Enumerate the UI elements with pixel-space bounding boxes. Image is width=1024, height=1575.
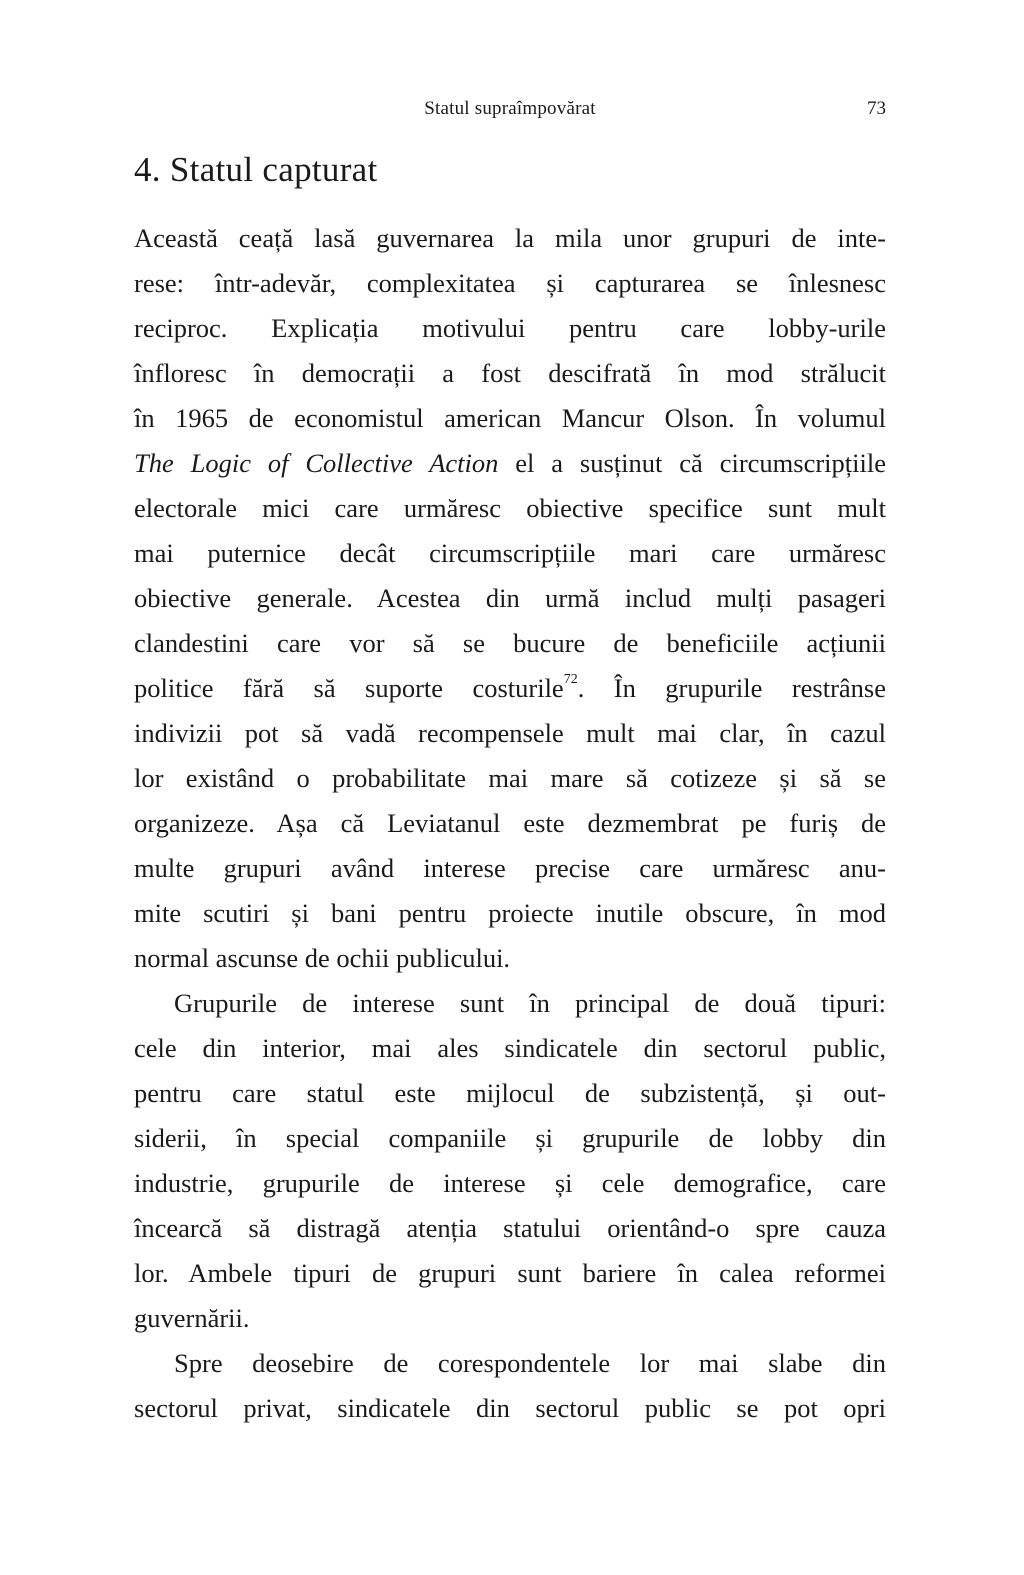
text-run: el a susținut că circumscripțiile xyxy=(498,448,886,478)
text-line xyxy=(134,666,886,711)
text-line: mai puternice decât circumscripțiile mari care urmăresc xyxy=(134,538,886,568)
paragraph xyxy=(134,1341,886,1431)
text-line: pentru care statul este mijlocul de subzistență, și out- xyxy=(134,1078,886,1108)
text-line: mite scutiri și bani pentru proiecte inutile obscure, în mod xyxy=(134,898,886,928)
text-line: siderii, în special companiile și grupurile de lobby din xyxy=(134,1123,886,1153)
text-line: cele din interior, mai ales sindicatele din sectorul public, xyxy=(134,1033,886,1063)
text-line: încearcă să distragă atenția statului orientând-o spre cauza xyxy=(134,1213,886,1243)
text-line: lor. Ambele tipuri de grupuri sunt bariere în calea reformei xyxy=(134,1258,886,1288)
text-line: indivizii pot să vadă recompensele mult mai clar, în cazul xyxy=(134,718,886,748)
text-line: industrie, grupurile de interese și cele demografice, care xyxy=(134,1168,886,1198)
footnote-marker[interactable]: 72 xyxy=(563,672,578,687)
text-line: multe grupuri având interese precise care urmăresc anu- xyxy=(134,853,886,883)
text-run: politice fără să suporte costurile xyxy=(134,673,564,703)
body-text xyxy=(134,216,886,1431)
running-head xyxy=(134,96,886,126)
page-number: 73 xyxy=(867,98,886,119)
text-line: Grupurile de interese sunt în principal de două tipuri: xyxy=(174,988,886,1018)
text-line: lor existând o probabilitate mai mare să cotizeze și să se xyxy=(134,763,886,793)
paragraph xyxy=(134,216,886,981)
paragraph xyxy=(134,981,886,1341)
text-line: electorale mici care urmăresc obiective specifice sunt mult xyxy=(134,493,886,523)
text-line: guvernării. xyxy=(134,1303,250,1333)
text-run: . În grupurile restrânse xyxy=(577,673,886,703)
text-line: în 1965 de economistul american Mancur Olson. În volumul xyxy=(134,403,886,433)
running-head-title: Statul supraîmpovărat xyxy=(424,98,596,119)
text-line: organizeze. Așa că Leviatanul este dezmembrat pe furiș de xyxy=(134,808,886,838)
text-line: clandestini care vor să se bucure de beneficiile acțiunii xyxy=(134,628,886,658)
section-heading: 4. Statul capturat xyxy=(134,150,378,189)
text-line: reciproc. Explicația motivului pentru care lobby-urile xyxy=(134,313,886,343)
text-line xyxy=(134,441,886,486)
text-line: obiective generale. Acestea din urmă includ mulți pasageri xyxy=(134,583,886,613)
text-line: Spre deosebire de corespondentele lor mai slabe din xyxy=(174,1348,886,1378)
text-line: rese: într-adevăr, complexitatea și capturarea se înlesnesc xyxy=(134,268,886,298)
text-line: Această ceață lasă guvernarea la mila unor grupuri de inte- xyxy=(134,223,886,253)
text-line: normal ascunse de ochii publicului. xyxy=(134,943,511,973)
text-line: înfloresc în democrații a fost descifrată în mod strălucit xyxy=(134,358,886,388)
text-line: sectorul privat, sindicatele din sectorul public se pot opri xyxy=(134,1393,886,1423)
book-title: The Logic of Collective Action xyxy=(134,448,499,478)
